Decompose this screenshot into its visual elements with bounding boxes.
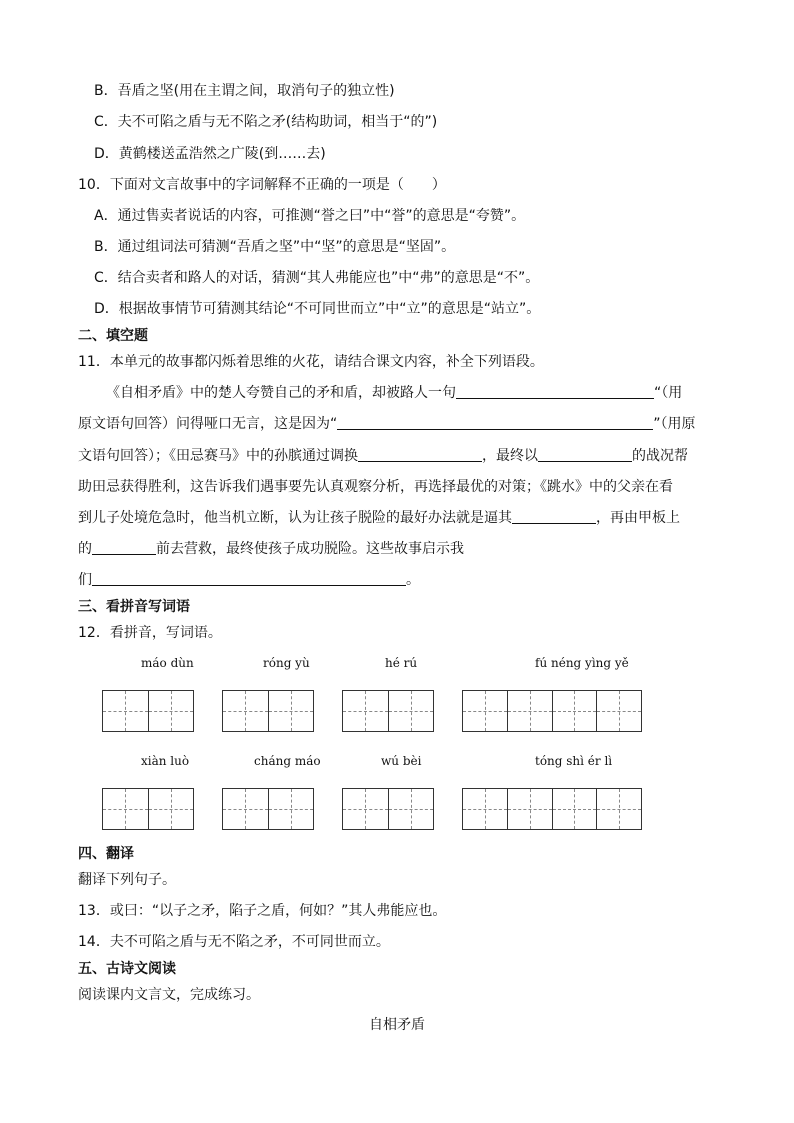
q9-option-b: B．吾盾之坚(用在主谓之间，取消句子的独立性) (94, 83, 395, 99)
q11-text-5b: ，再由甲板上 (596, 510, 680, 526)
section-heading-fill: 二、填空题 (78, 328, 148, 344)
q11-text-7b: 。 (406, 572, 420, 588)
pinyin-label: xiàn luò (141, 754, 190, 768)
blank-5[interactable] (512, 509, 596, 524)
q11-text-6a: 的 (78, 541, 92, 557)
q11-line-4: 助田忌获得胜利，这告诉我们遇事要先认真观察分析，再选择最优的对策；《跳水》中的父亲在看 (78, 479, 673, 495)
tian-grid-cell (388, 691, 434, 731)
tian-grid-cell (552, 789, 597, 829)
tian-grid-cell (148, 789, 194, 829)
pinyin-label: tóng shì ér lì (535, 754, 613, 768)
tian-grid-cell (103, 691, 148, 731)
section-heading-translate: 四、翻译 (78, 846, 134, 862)
pinyin-label: wú bèi (381, 754, 422, 768)
tian-grid-cell (103, 789, 148, 829)
q11-line-6 (78, 540, 464, 558)
blank-1[interactable] (456, 384, 654, 399)
pinyin-label: róng yù (263, 656, 310, 670)
q13: 13．或曰：“以子之矛，陷子之盾，何如？”其人弗能应也。 (78, 903, 447, 919)
q11-line-7 (78, 571, 420, 589)
tian-grid-cell (463, 691, 507, 731)
q11-text-2a: 原文语句回答）问得哑口无言，这是因为“ (78, 416, 338, 432)
q11-line-2 (78, 415, 696, 433)
pinyin-label: fú néng yìng yě (535, 656, 629, 670)
q10-option-a: A．通过售卖者说话的内容，可推测“誉之曰”中“誉”的意思是“夸赞”。 (94, 208, 526, 224)
q12-stem: 12．看拼音，写词语。 (78, 625, 222, 641)
tian-grid-cell (223, 789, 268, 829)
tian-grid-cell (596, 691, 641, 731)
q11-stem: 11．本单元的故事都闪烁着思维的火花，请结合课文内容，补全下列语段。 (78, 354, 544, 370)
q11-text-1a: 《自相矛盾》中的楚人夸赞自己的矛和盾，却被路人一句 (106, 385, 456, 401)
q11-line-1 (106, 384, 682, 402)
pinyin-label: cháng máo (254, 754, 321, 768)
passage-title: 自相矛盾 (369, 1017, 425, 1033)
tian-grid-cell (268, 691, 314, 731)
q11-line-5 (78, 509, 680, 527)
tian-grid-cell (388, 789, 434, 829)
q11-text-5a: 到儿子处境危急时，他当机立断，认为让孩子脱险的最好办法就是逼其 (78, 510, 512, 526)
q11-text-1b: “（用 (654, 385, 683, 401)
section-heading-reading: 五、古诗文阅读 (78, 961, 176, 977)
tian-grid-cell (552, 691, 597, 731)
reading-instruction: 阅读课内文言文，完成练习。 (78, 987, 260, 1003)
blank-3[interactable] (358, 447, 482, 462)
q10-option-c: C．结合卖者和路人的对话，猜测“其人弗能应也”中“弗”的意思是“不”。 (94, 270, 540, 286)
blank-7[interactable] (92, 571, 406, 586)
tian-grid-cell (596, 789, 641, 829)
tian-grid-cell (148, 691, 194, 731)
section-heading-pinyin: 三、看拼音写词语 (78, 599, 190, 615)
tian-grid-cell (463, 789, 507, 829)
blank-4[interactable] (538, 447, 632, 462)
character-box-2[interactable] (342, 690, 434, 732)
tian-grid-cell (343, 789, 388, 829)
blank-2[interactable] (337, 415, 653, 430)
tian-grid-cell (343, 691, 388, 731)
q11-line-3 (78, 447, 688, 465)
q10-stem: 10．下面对文言故事中的字词解释不正确的一项是（ ） (78, 177, 446, 193)
tian-grid-cell (268, 789, 314, 829)
tian-grid-cell (223, 691, 268, 731)
q10-option-b: B．通过组词法可猜测“吾盾之坚”中“坚”的意思是“坚固”。 (94, 239, 456, 255)
character-box-4[interactable] (462, 690, 642, 732)
q14: 14．夫不可陷之盾与无不陷之矛，不可同世而立。 (78, 934, 390, 950)
pinyin-label: hé rú (385, 656, 418, 670)
character-box-2[interactable] (102, 788, 194, 830)
q11-text-3a: 文语句回答）；《田忌赛马》中的孙膑通过调换 (78, 448, 358, 464)
q11-text-3c: 的战况帮 (632, 448, 688, 464)
translate-instruction: 翻译下列句子。 (78, 872, 176, 888)
pinyin-label: máo dùn (141, 656, 194, 670)
character-box-2[interactable] (222, 690, 314, 732)
tian-grid-cell (507, 691, 552, 731)
q11-text-3b: ，最终以 (482, 448, 538, 464)
blank-6[interactable] (92, 540, 156, 555)
q11-text-2b: ”（用原 (653, 416, 696, 432)
character-box-2[interactable] (342, 788, 434, 830)
q9-option-c: C．夫不可陷之盾与无不陷之矛(结构助词，相当于“的”) (94, 114, 438, 130)
character-box-4[interactable] (462, 788, 642, 830)
q10-option-d: D．根据故事情节可猜测其结论“不可同世而立”中“立”的意思是“站立”。 (94, 301, 541, 317)
q11-text-7a: 们 (78, 572, 92, 588)
tian-grid-cell (507, 789, 552, 829)
character-box-2[interactable] (222, 788, 314, 830)
character-box-2[interactable] (102, 690, 194, 732)
q9-option-d: D．黄鹤楼送孟浩然之广陵(到……去) (94, 146, 326, 162)
q11-text-6b: 前去营救，最终使孩子成功脱险。这些故事启示我 (156, 541, 464, 557)
